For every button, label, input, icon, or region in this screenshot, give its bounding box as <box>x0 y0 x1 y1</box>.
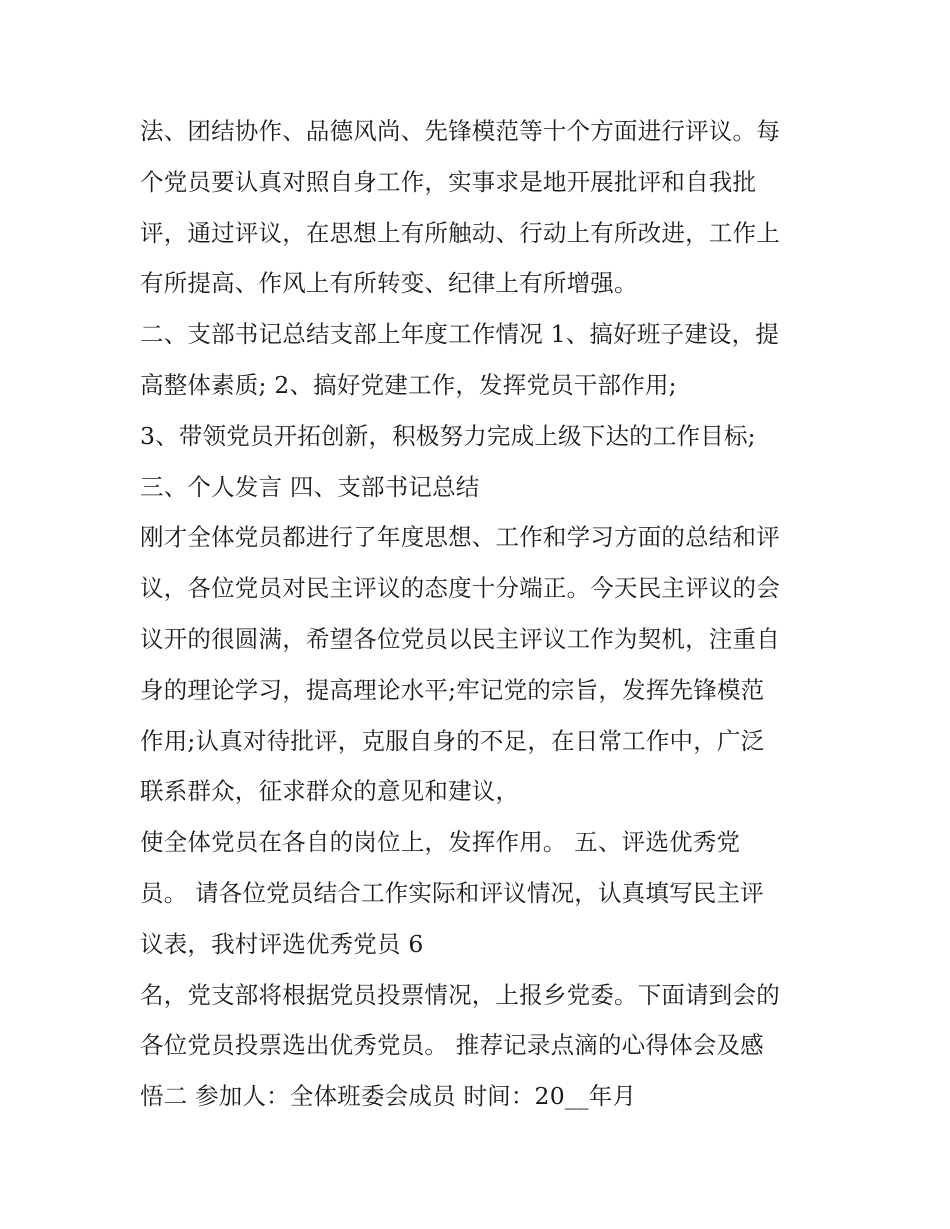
text-line: 高整体素质; 2、搞好党建工作，发挥党员干部作用; <box>140 370 677 399</box>
text-line: 员。 请各位党员结合工作实际和评议情况，认真填写民主评 <box>140 878 764 907</box>
text-line: 使全体党员在各自的岗位上，发挥作用。 五、评选优秀党 <box>140 828 741 857</box>
text-line: 名，党支部将根据党员投票情况，上报乡党委。下面请到会的 <box>140 980 780 1009</box>
text-line: 评，通过评议，在思想上有所触动、行动上有所改进，工作上 <box>140 218 780 247</box>
text-line: 议，各位党员对民主评议的态度十分端正。今天民主评议的会 <box>140 574 780 603</box>
text-line: 联系群众，征求群众的意见和建议， <box>140 777 520 806</box>
text-line: 法、团结协作、品德风尚、先锋模范等十个方面进行评议。每 <box>140 117 780 145</box>
text-line: 有所提高、作风上有所转变、纪律上有所增强。 <box>140 269 638 298</box>
text-line: 身的理论学习，提高理论水平;牢记党的宗旨，发挥先锋模范 <box>140 675 765 704</box>
section-heading-line: 二、支部书记总结支部上年度工作情况 1、搞好班子建设，提 <box>140 320 780 349</box>
text-line: 议表，我村评选优秀党员 6 <box>140 929 424 958</box>
text-line: 各位党员投票选出优秀党员。 推荐记录点滴的心得体会及感 <box>140 1031 764 1060</box>
text-line: 个党员要认真对照自身工作，实事求是地开展批评和自我批 <box>140 167 757 196</box>
text-line: 议开的很圆满，希望各位党员以民主评议工作为契机，注重自 <box>140 624 780 653</box>
document-body <box>140 106 820 1122</box>
text-line: 悟二 参加人：全体班委会成员 时间：20__年月 <box>140 1082 637 1111</box>
text-line: 作用;认真对待批评，克服自身的不足，在日常工作中，广泛 <box>140 726 765 755</box>
text-line: 刚才全体党员都进行了年度思想、工作和学习方面的总结和评 <box>140 523 780 552</box>
section-heading-line: 三、个人发言 四、支部书记总结 <box>140 472 480 501</box>
text-line: 3、带领党员开拓创新，积极努力完成上级下达的工作目标; <box>140 421 756 450</box>
